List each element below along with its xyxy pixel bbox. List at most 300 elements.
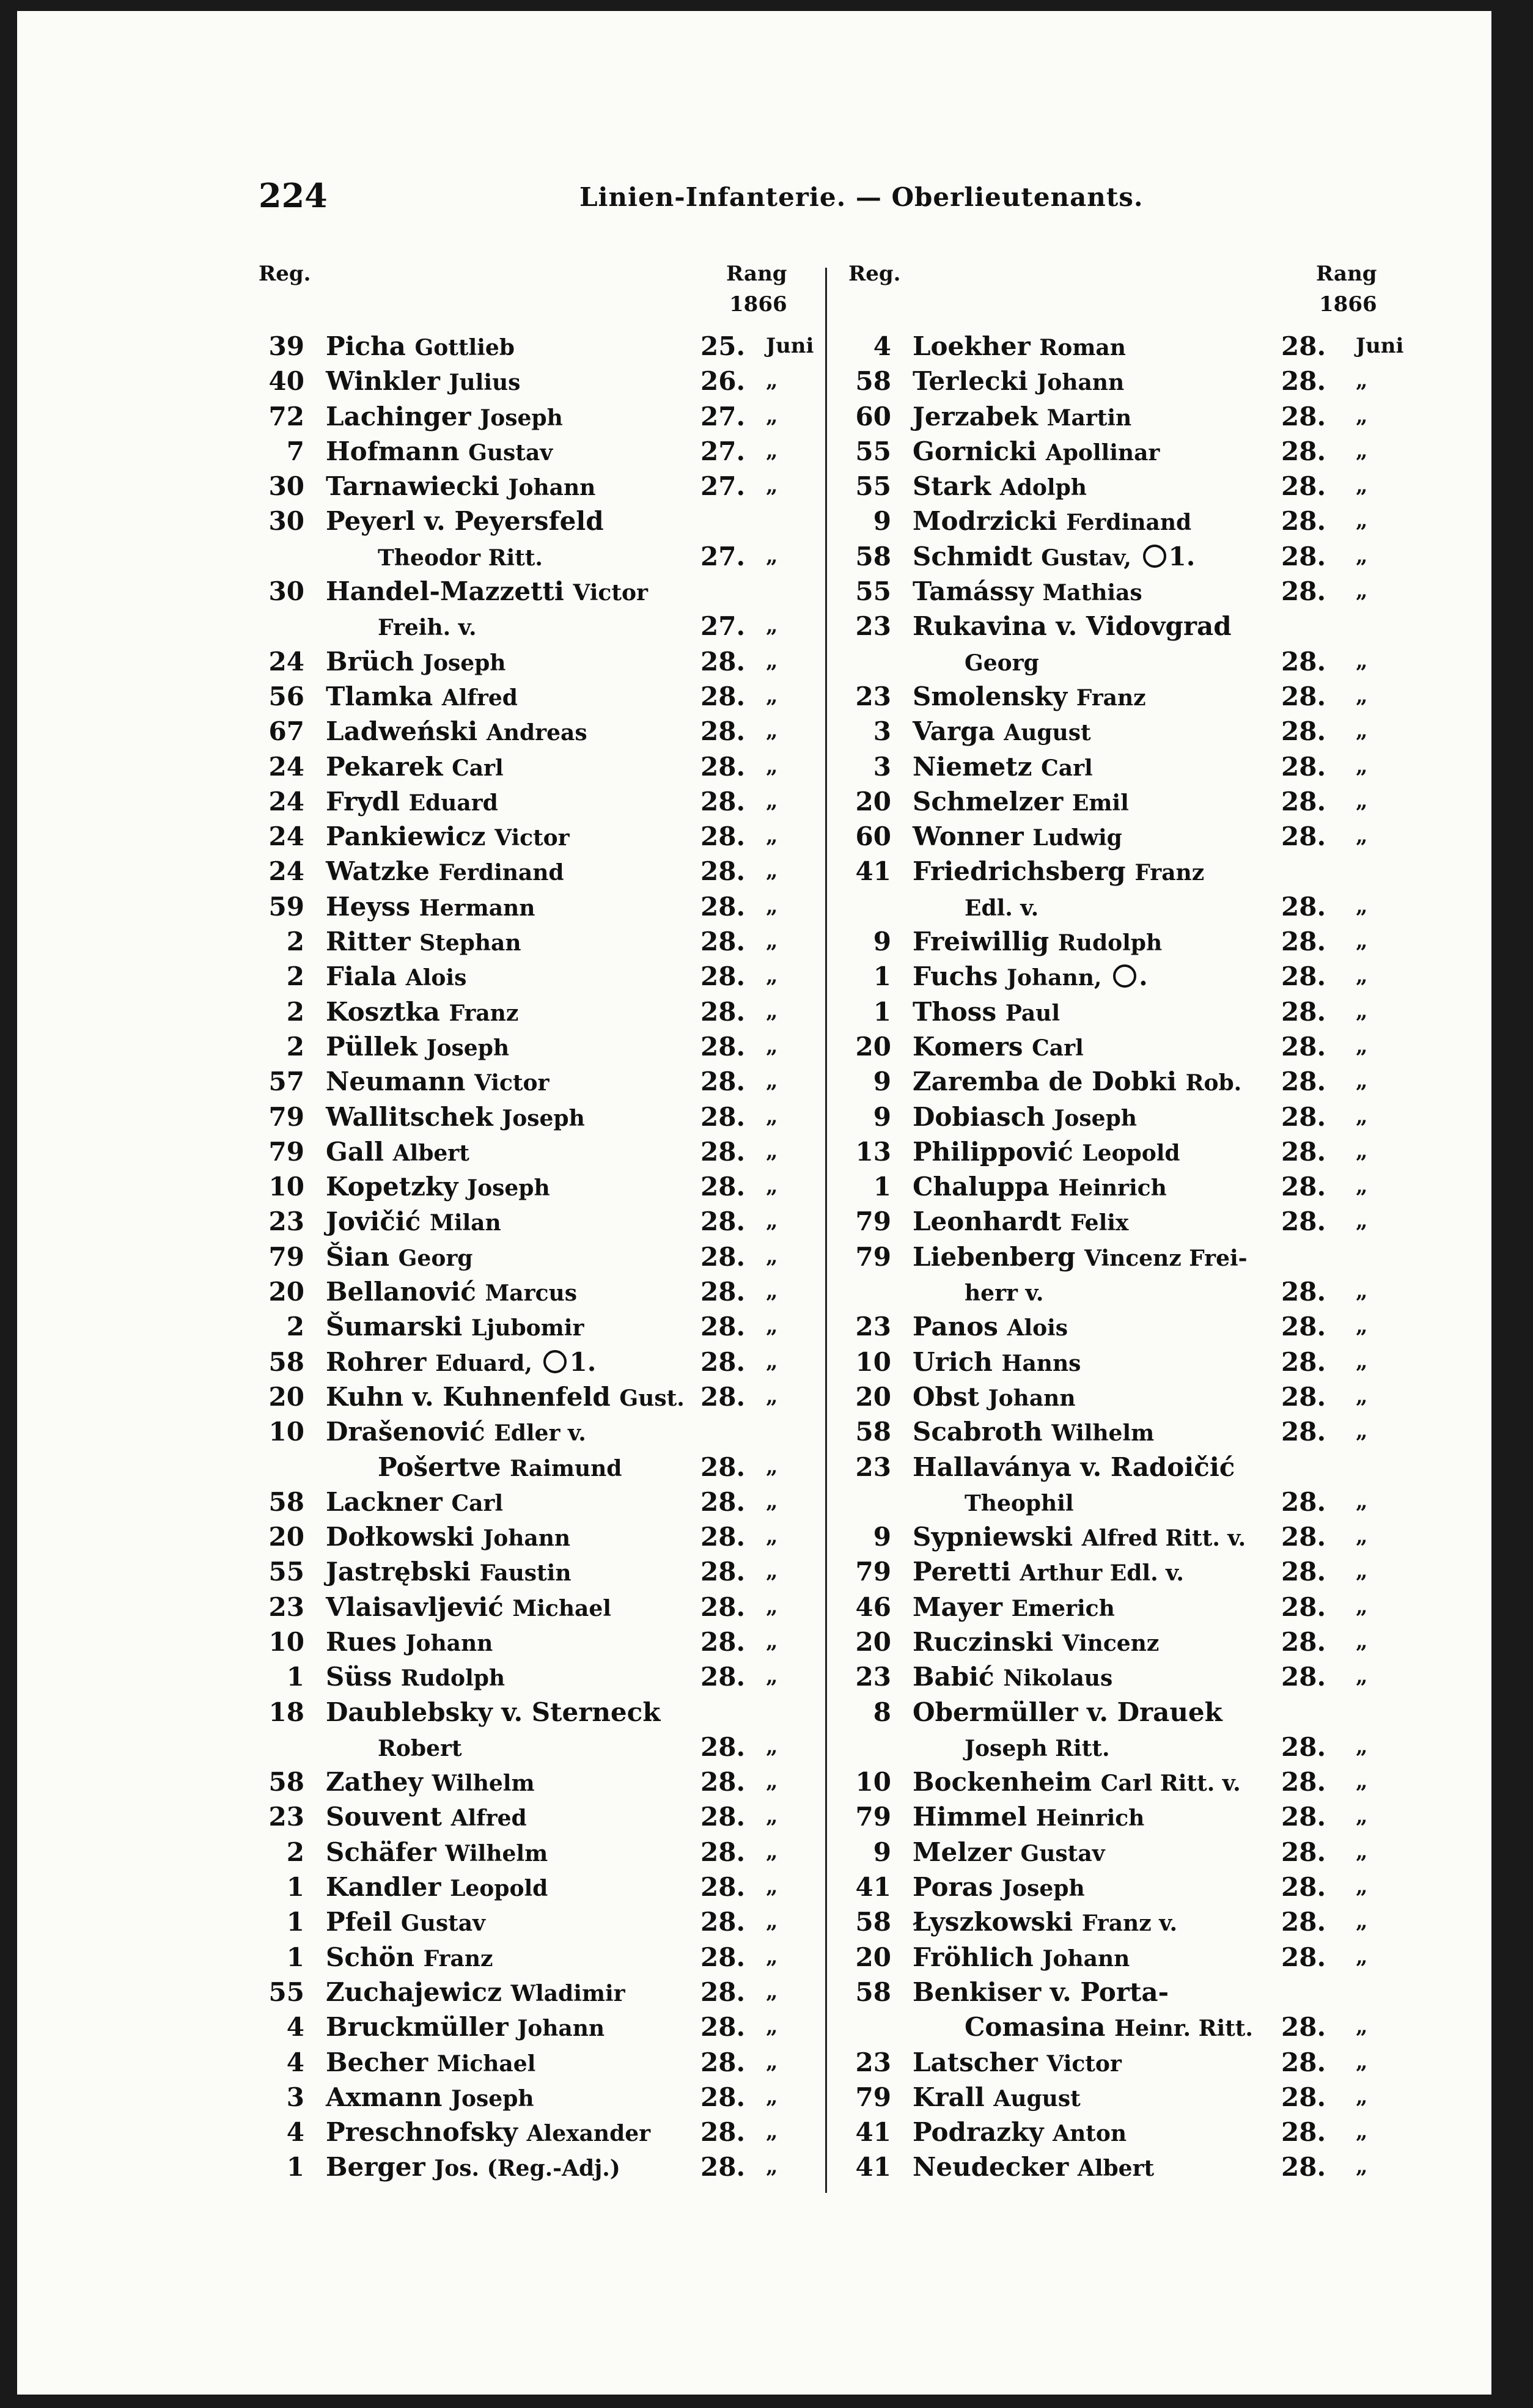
surname: Babić (913, 1662, 994, 1692)
surname: Wonner (913, 821, 1024, 852)
list-item (243, 1064, 812, 1099)
officer-name (326, 1204, 501, 1241)
rank-month: „ (1356, 1909, 1368, 1934)
list-item (243, 1904, 812, 1939)
list-item (830, 1554, 1405, 1589)
rank-month: „ (1356, 964, 1368, 989)
given-name: Johann (405, 1630, 493, 1656)
rank-month: „ (766, 1804, 778, 1829)
surname: Obst (913, 1381, 979, 1412)
surname: Drašenović (326, 1417, 485, 1447)
list-item (243, 1835, 812, 1870)
officer-name (913, 924, 1162, 961)
rank-month: „ (766, 474, 778, 499)
rank-month: „ (766, 1174, 778, 1199)
officer-name (965, 889, 1039, 926)
given-name: Leopold (450, 1876, 548, 1902)
list-item (830, 2045, 1405, 2080)
rank-day: 28. (1281, 506, 1326, 537)
officer-name (913, 1099, 1137, 1136)
officer-name (913, 749, 1093, 786)
list-item (243, 819, 812, 854)
officer-name (326, 679, 518, 716)
given-name: Emerich (1011, 1595, 1115, 1621)
list-item (243, 1554, 812, 1589)
rank-day: 28. (700, 716, 746, 747)
list-item (243, 504, 812, 538)
rank-month: „ (766, 1069, 778, 1094)
surname: Himmel (913, 1802, 1028, 1832)
regiment-number: 79 (855, 1241, 891, 1272)
surname: Terlecki (913, 366, 1028, 397)
surname: Thoss (913, 996, 997, 1027)
rank-day: 27. (700, 611, 746, 642)
decoration-class: 1. (569, 1346, 597, 1377)
rank-day: 28. (1281, 1172, 1326, 1202)
list-item (830, 1309, 1405, 1344)
surname: Püllek (326, 1031, 417, 1062)
given-name: Eduard (408, 790, 498, 816)
surname: Jovičić (326, 1206, 421, 1237)
rank-day: 28. (1281, 927, 1326, 957)
list-item (830, 2149, 1405, 2184)
officer-name (913, 679, 1146, 716)
given-name: Victor (474, 1070, 550, 1096)
rank-day: 28. (1281, 1312, 1326, 1342)
regiment-number: 40 (268, 366, 304, 397)
rank-month: „ (1356, 824, 1368, 849)
regiment-number: 13 (855, 1136, 891, 1167)
given-name: Vincenz (1062, 1630, 1160, 1656)
officer-name (326, 504, 604, 540)
rank-day: 27. (700, 541, 746, 571)
rank-day: 27. (700, 401, 746, 431)
rank-month: „ (1356, 1734, 1368, 1759)
given-name: Joseph (450, 2085, 534, 2112)
rank-month: „ (766, 859, 778, 884)
regiment-number: 58 (855, 1977, 891, 2007)
surname: Daublebsky v. Sterneck (326, 1697, 661, 1727)
order-decoration-icon (1113, 964, 1136, 988)
given-name: Joseph (467, 1175, 550, 1202)
rank-day: 28. (1281, 2082, 1326, 2112)
surname: Komers (913, 1031, 1023, 1062)
list-item (243, 1730, 812, 1764)
regiment-number: 20 (268, 1522, 304, 1552)
right-column (830, 329, 1405, 2185)
rank-month: Juni (766, 334, 814, 358)
officer-name (326, 1624, 493, 1661)
rank-month: „ (766, 1664, 778, 1689)
rank-month: „ (766, 1594, 778, 1619)
surname: Ruczinski (913, 1626, 1054, 1657)
given-name: Rob. (1185, 1070, 1242, 1096)
surname: Šian (326, 1241, 390, 1272)
given-name: Gottlieb (414, 335, 515, 361)
given-name: Marcus (485, 1280, 577, 1307)
list-item (830, 784, 1405, 819)
given-name: Roman (1039, 335, 1126, 361)
rank-month: „ (1356, 2084, 1368, 2109)
officer-name (326, 2115, 650, 2151)
officer-name (913, 1309, 1068, 1346)
list-item (243, 399, 812, 434)
officer-name (378, 1730, 462, 1766)
given-name: Johann (1042, 1945, 1130, 1972)
rank-day: 28. (700, 1802, 746, 1832)
given-name: Edl. v. (965, 895, 1039, 921)
rank-day: 28. (1281, 681, 1326, 711)
officer-name (326, 714, 587, 751)
rank-day: 28. (1281, 1626, 1326, 1657)
regiment-number: 23 (855, 611, 891, 642)
officer-name (326, 1764, 535, 1801)
regiment-number: 10 (855, 1767, 891, 1797)
officer-name (913, 2045, 1122, 2082)
list-item (830, 1904, 1405, 1939)
given-name: Theophil (965, 1490, 1074, 1516)
list-item (243, 854, 812, 889)
officer-name (326, 1870, 548, 1906)
list-item (243, 1799, 812, 1834)
given-name: Johann (508, 475, 596, 501)
given-name: Felix (1070, 1210, 1129, 1236)
officer-name (326, 1064, 550, 1101)
given-name: Mathias (1042, 580, 1142, 606)
regiment-number: 20 (268, 1381, 304, 1412)
officer-name (326, 574, 648, 611)
list-item (830, 1274, 1405, 1309)
rank-day: 28. (700, 1626, 746, 1657)
rank-day: 28. (700, 1346, 746, 1377)
order-decoration-icon (543, 1350, 567, 1373)
surname: Rohrer (326, 1346, 427, 1377)
rank-month: „ (766, 1314, 778, 1339)
list-item (830, 609, 1405, 644)
given-name: Franz (423, 1945, 493, 1972)
surname: Bockenheim (913, 1767, 1092, 1797)
rank-month: „ (1356, 2154, 1368, 2179)
given-name: Joseph (480, 405, 563, 431)
surname: Watzke (326, 856, 430, 887)
list-item (830, 854, 1405, 889)
officer-name (326, 469, 595, 505)
given-name: Johann (988, 1385, 1076, 1411)
regiment-number: 79 (268, 1101, 304, 1132)
list-item (243, 434, 812, 469)
surname: Jastrębski (326, 1557, 471, 1587)
regiment-number: 79 (855, 1802, 891, 1832)
list-item (243, 1590, 812, 1624)
officer-name (913, 1345, 1081, 1381)
surname: Peretti (913, 1557, 1011, 1587)
given-name: Carl (452, 755, 504, 781)
regiment-number: 56 (268, 681, 304, 711)
officer-name (913, 2149, 1154, 2186)
surname: Fiala (326, 961, 397, 992)
list-item (830, 1870, 1405, 1904)
given-name: Carl (1041, 755, 1093, 781)
surname: Pfeil (326, 1907, 392, 1937)
officer-name (326, 1134, 469, 1171)
rank-day: 28. (1281, 2117, 1326, 2148)
list-item (830, 959, 1405, 994)
page-title: Linien-Infanterie. — Oberlieutenants. (579, 182, 1144, 212)
given-name: Ferdinand (1066, 510, 1192, 536)
regiment-number: 20 (855, 1626, 891, 1657)
rank-month: „ (766, 2084, 778, 2109)
rank-month: „ (1356, 474, 1368, 499)
given-name: Ljubomir (471, 1315, 584, 1342)
rank-month: „ (1356, 403, 1368, 428)
regiment-number: 24 (268, 856, 304, 887)
regiment-number: 4 (286, 2117, 304, 2148)
given-name: Martin (1046, 405, 1132, 431)
rank-month: „ (766, 1454, 778, 1479)
rank-day: 28. (700, 1872, 746, 1903)
given-name: Albert (392, 1140, 469, 1166)
regiment-number: 9 (873, 1837, 891, 1867)
surname: Benkiser v. Porta- (913, 1977, 1169, 2007)
officer-name (913, 1835, 1105, 1871)
regiment-number: 3 (286, 2082, 304, 2112)
right-reg-header: Reg. (848, 262, 901, 286)
rank-month: „ (1356, 1314, 1368, 1339)
rank-day: 28. (1281, 1031, 1326, 1062)
surname: Neumann (326, 1066, 466, 1097)
surname: Becher (326, 2047, 428, 2077)
officer-name (326, 1904, 485, 1941)
list-item (243, 329, 812, 364)
officer-name (326, 1345, 596, 1381)
regiment-number: 2 (286, 961, 304, 992)
rank-day: 28. (700, 2082, 746, 2112)
list-item (830, 1134, 1405, 1169)
rank-month: „ (1356, 369, 1368, 394)
given-name: Emil (1072, 790, 1129, 816)
rank-month: „ (766, 1944, 778, 1969)
regiment-number: 1 (286, 1662, 304, 1692)
list-item (830, 1519, 1405, 1554)
rank-day: 28. (1281, 2047, 1326, 2077)
list-item (830, 1590, 1405, 1624)
rank-day: 28. (700, 1172, 746, 1202)
officer-name (913, 1204, 1128, 1241)
rank-month: „ (766, 1769, 778, 1794)
given-name: Johann (483, 1525, 571, 1552)
list-item (243, 889, 812, 924)
officer-name (913, 1064, 1241, 1101)
rank-day: 28. (700, 1066, 746, 1097)
rank-month: „ (1356, 1349, 1368, 1374)
regiment-number: 2 (286, 1031, 304, 1062)
rank-day: 28. (700, 1767, 746, 1797)
officer-name (326, 2010, 605, 2046)
regiment-number: 23 (855, 681, 891, 711)
rank-month: „ (1356, 683, 1368, 708)
given-name: Leopold (1082, 1140, 1180, 1166)
list-item (243, 2149, 812, 2184)
surname: Kopetzky (326, 1172, 458, 1202)
rank-month: „ (1356, 999, 1368, 1024)
rank-month: „ (1356, 1419, 1368, 1444)
rank-day: 28. (1281, 1522, 1326, 1552)
surname: Obermüller v. Drauek (913, 1697, 1222, 1727)
given-name: Stephan (419, 930, 521, 956)
surname: Latscher (913, 2047, 1038, 2077)
rank-month: „ (766, 1139, 778, 1164)
given-name: Hanns (1001, 1350, 1081, 1376)
rank-month: „ (1356, 1174, 1368, 1199)
officer-name (913, 854, 1204, 890)
officer-name (326, 994, 518, 1031)
given-name: Heinrich (1035, 1805, 1145, 1832)
rank-day: 28. (700, 681, 746, 711)
regiment-number: 39 (268, 331, 304, 361)
list-item (243, 1029, 812, 1064)
officer-name (913, 2080, 1081, 2116)
regiment-number: 7 (286, 436, 304, 466)
regiment-number: 60 (855, 821, 891, 852)
regiment-number: 2 (286, 996, 304, 1027)
rank-day: 28. (1281, 436, 1326, 466)
rank-month: „ (1356, 788, 1368, 813)
list-item (243, 2080, 812, 2115)
given-name: Albert (1077, 2156, 1155, 2182)
rank-day: 28. (1281, 401, 1326, 431)
officer-name (913, 1659, 1112, 1696)
given-name: Michael (512, 1595, 611, 1621)
regiment-number: 24 (268, 646, 304, 677)
surname: Gall (326, 1136, 384, 1167)
list-item (243, 959, 812, 994)
list-item (830, 1835, 1405, 1870)
surname: Axmann (326, 2082, 443, 2112)
officer-name (913, 1940, 1130, 1977)
surname: Schmelzer (913, 786, 1064, 817)
given-name: Andreas (486, 720, 587, 746)
surname: Pekarek (326, 751, 443, 782)
officer-name (326, 1659, 505, 1696)
regiment-number: 58 (855, 1417, 891, 1447)
list-item (243, 679, 812, 714)
rank-day: 28. (1281, 1101, 1326, 1132)
surname: Zathey (326, 1767, 423, 1797)
rank-day: 28. (1281, 1136, 1326, 1167)
regiment-number: 55 (855, 471, 891, 502)
regiment-number: 2 (286, 1837, 304, 1867)
officer-name (913, 1239, 1248, 1276)
list-item (243, 714, 812, 749)
given-name: Apollinar (1045, 439, 1160, 466)
given-name: Alfred Ritt. v. (1081, 1525, 1246, 1552)
rank-month: „ (766, 2049, 778, 2074)
list-item (830, 1485, 1405, 1519)
given-name: Carl Ritt. v. (1100, 1771, 1241, 1797)
rank-day: 28. (700, 821, 746, 852)
regiment-number: 4 (286, 2047, 304, 2077)
list-item (830, 2115, 1405, 2149)
officer-name (326, 959, 466, 996)
given-name: Gustav (1020, 1840, 1105, 1867)
rank-day: 28. (1281, 1591, 1326, 1622)
rank-day: 28. (700, 1731, 746, 1762)
rank-month: „ (1356, 1594, 1368, 1619)
rank-month: „ (1356, 1209, 1368, 1234)
rank-day: 28. (1281, 331, 1326, 361)
rank-day: 28. (700, 1557, 746, 1587)
regiment-number: 23 (855, 1452, 891, 1482)
rank-day: 28. (700, 961, 746, 992)
list-item (243, 644, 812, 679)
regiment-number: 41 (855, 2152, 891, 2182)
regiment-number: 4 (286, 2012, 304, 2043)
rank-month: „ (1356, 1384, 1368, 1409)
rank-day: 28. (1281, 2152, 1326, 2182)
regiment-number: 2 (286, 1312, 304, 1342)
officer-name (965, 2010, 1253, 2046)
officer-name (326, 1414, 586, 1451)
surname: Varga (913, 716, 995, 747)
rank-day: 28. (700, 2012, 746, 2043)
regiment-number: 1 (286, 1907, 304, 1937)
rank-day: 28. (1281, 1942, 1326, 1972)
surname: Łyszkowski (913, 1907, 1073, 1937)
surname: Freiwillig (913, 927, 1050, 957)
rank-day: 28. (700, 1031, 746, 1062)
rank-day: 28. (700, 1522, 746, 1552)
surname: Melzer (913, 1837, 1012, 1867)
surname: Peyerl v. Peyersfeld (326, 506, 604, 537)
list-item (243, 2010, 812, 2044)
left-column (243, 329, 812, 2185)
rank-day: 28. (700, 1942, 746, 1972)
regiment-number: 10 (268, 1626, 304, 1657)
rank-day: 25. (700, 331, 746, 361)
rank-month: „ (766, 648, 778, 674)
given-name: Johann, (1007, 965, 1102, 991)
decoration-class: 1. (1168, 541, 1196, 571)
regiment-number: 20 (855, 1942, 891, 1972)
rank-day: 28. (700, 1662, 746, 1692)
officer-name (326, 1379, 685, 1416)
rank-day: 28. (1281, 1767, 1326, 1797)
surname: Tlamka (326, 681, 433, 711)
surname: Frydl (326, 786, 400, 817)
surname: Šumarski (326, 1312, 463, 1342)
officer-name (326, 399, 563, 436)
officer-name (913, 1379, 1076, 1416)
surname: Chaluppa (913, 1172, 1050, 1202)
rank-month: „ (1356, 1944, 1368, 1969)
rank-month: „ (766, 929, 778, 954)
rank-day: 28. (700, 927, 746, 957)
rank-month: „ (1356, 2049, 1368, 2074)
list-item (830, 749, 1405, 784)
officer-name (326, 819, 570, 856)
given-name: Robert (378, 1735, 462, 1761)
regiment-number: 46 (855, 1591, 891, 1622)
rank-month: „ (1356, 1559, 1368, 1584)
regiment-number: 55 (855, 576, 891, 607)
given-name: Vincenz Frei- (1084, 1245, 1248, 1271)
rank-month: „ (766, 1349, 778, 1374)
list-item (243, 1274, 812, 1309)
surname: Rues (326, 1626, 397, 1657)
rank-day: 28. (700, 891, 746, 922)
surname: Preschnofsky (326, 2117, 518, 2148)
rank-month: „ (1356, 2120, 1368, 2145)
